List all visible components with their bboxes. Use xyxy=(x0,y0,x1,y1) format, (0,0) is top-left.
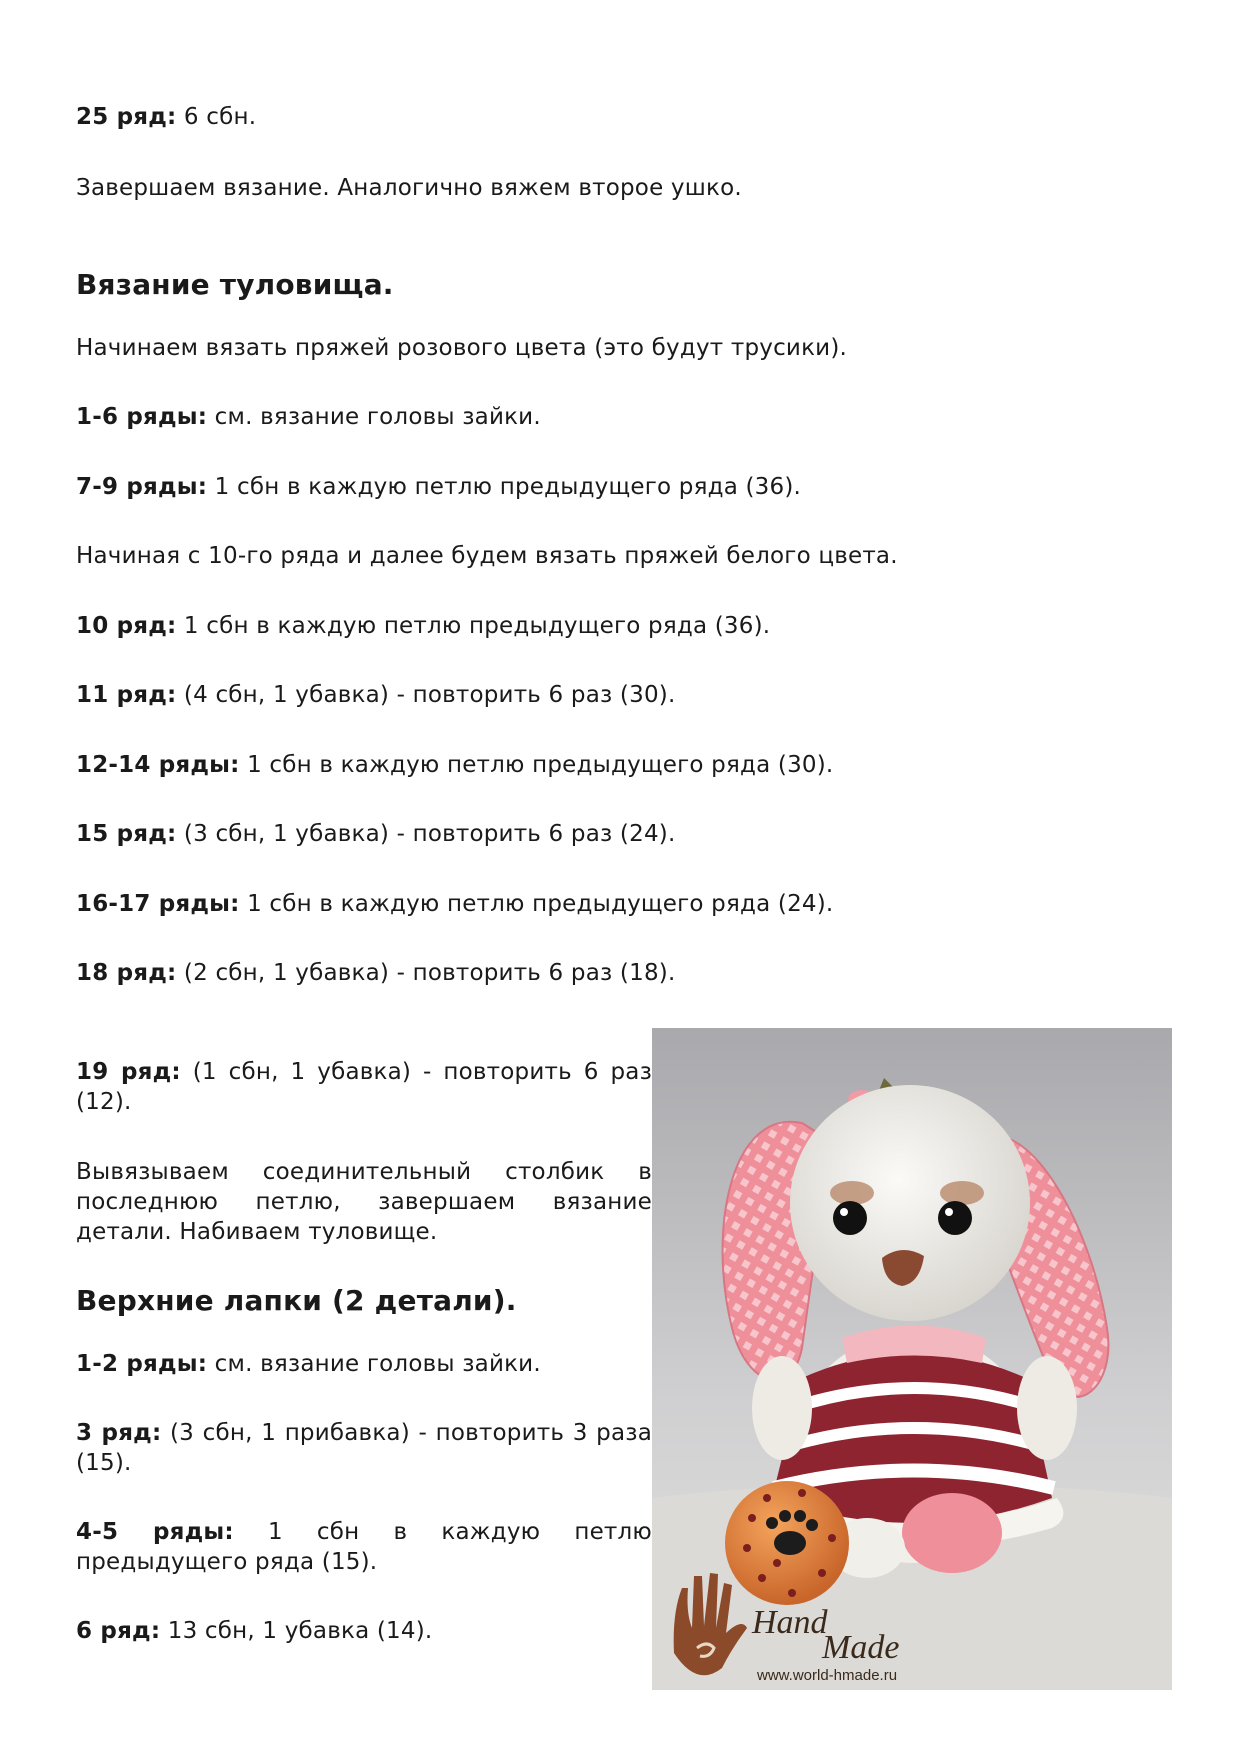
white-yarn-text: Начиная с 10-го ряда и далее будем вязать пряжей белого цвета. xyxy=(76,543,898,569)
row-15: 15 ряд: (3 сбн, 1 убавка) - повторить 6 раз (24). xyxy=(76,821,676,847)
row-25: 25 ряд: 6 сбн. xyxy=(76,104,257,130)
finish-ear-text: Завершаем вязание. Аналогично вяжем второе ушко. xyxy=(76,175,742,201)
paw-rows-4-5: 4-5 ряды: 1 сбн в каждую петлю предыдущего ряда (15). xyxy=(76,1519,652,1575)
row-11: 11 ряд: (4 сбн, 1 убавка) - повторить 6 раз (30). xyxy=(76,682,676,708)
row-18: 18 ряд: (2 сбн, 1 убавка) - повторить 6 раз (18). xyxy=(76,960,676,986)
paw-row-6: 6 ряд: 13 сбн, 1 убавка (14). xyxy=(76,1618,433,1644)
row-19: 19 ряд: (1 сбн, 1 убавка) - повторить 6 раз (12). xyxy=(76,1059,652,1115)
heading-upper-paws: Верхние лапки (2 детали). xyxy=(76,1284,517,1317)
logo-text-made: Made xyxy=(822,1629,900,1666)
paw-rows-1-2: 1-2 ряды: см. вязание головы зайки. xyxy=(76,1351,541,1377)
pink-yarn-text: Начинаем вязать пряжей розового цвета (это будут трусики). xyxy=(76,335,848,361)
logo-text-hand: Hand xyxy=(752,1604,828,1641)
rows-16-17: 16-17 ряды: 1 сбн в каждую петлю предыдущего ряда (24). xyxy=(76,891,834,917)
paw-row-3: 3 ряд: (3 сбн, 1 прибавка) - повторить 3 раза (15). xyxy=(76,1420,652,1476)
bunny-illustration xyxy=(652,1028,1172,1690)
rows-12-14: 12-14 ряды: 1 сбн в каждую петлю предыдущего ряда (30). xyxy=(76,752,834,778)
rows-7-9: 7-9 ряды: 1 сбн в каждую петлю предыдущего ряда (36). xyxy=(76,474,802,500)
heading-body: Вязание туловища. xyxy=(76,268,394,301)
logo-url: www.world-hmade.ru xyxy=(757,1667,898,1684)
bunny-photo xyxy=(652,1028,1172,1690)
row-10: 10 ряд: 1 сбн в каждую петлю предыдущего ряда (36). xyxy=(76,613,771,639)
finish-body-text: Вывязываем соединительный столбик в последнюю петлю, завершаем вязание детали. Набиваем туловище. xyxy=(76,1159,652,1245)
rows-1-6: 1-6 ряды: см. вязание головы зайки. xyxy=(76,404,541,430)
